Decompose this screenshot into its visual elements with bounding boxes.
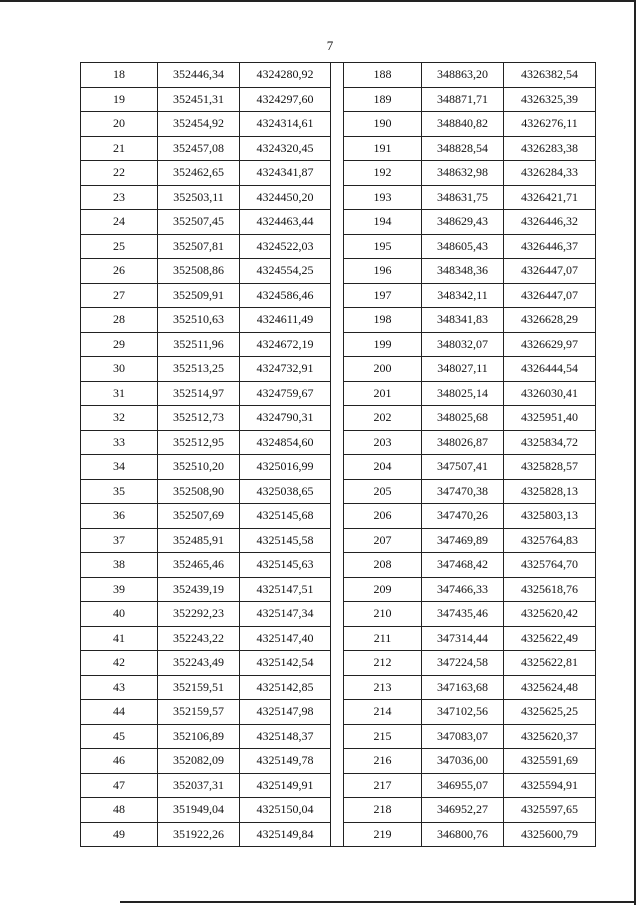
column-gap	[331, 185, 344, 210]
left-y-coordinate-cell: 4324314,61	[240, 112, 331, 137]
right-point-number-cell: 212	[344, 651, 422, 676]
right-point-number-cell: 188	[344, 63, 422, 88]
column-gap	[331, 675, 344, 700]
left-y-coordinate-cell: 4324554,25	[240, 259, 331, 284]
right-x-coordinate-cell: 348025,14	[422, 381, 504, 406]
table-row	[81, 63, 596, 88]
left-x-coordinate-cell: 352292,23	[158, 602, 240, 627]
right-x-coordinate-cell: 348032,07	[422, 332, 504, 357]
left-x-coordinate-cell: 352159,57	[158, 700, 240, 725]
left-y-coordinate-cell: 4325147,98	[240, 700, 331, 725]
column-gap	[331, 700, 344, 725]
left-point-number-cell: 34	[81, 455, 158, 480]
page-number: 7	[326, 38, 334, 53]
column-gap	[331, 259, 344, 284]
left-x-coordinate-cell: 352106,89	[158, 724, 240, 749]
table-row	[81, 504, 596, 529]
right-y-coordinate-cell: 4325618,76	[504, 577, 596, 602]
right-x-coordinate-cell: 348025,68	[422, 406, 504, 431]
column-gap	[331, 283, 344, 308]
left-x-coordinate-cell: 352512,73	[158, 406, 240, 431]
right-y-coordinate-cell: 4325764,83	[504, 528, 596, 553]
left-x-coordinate-cell: 352439,19	[158, 577, 240, 602]
column-gap	[331, 136, 344, 161]
right-point-number-cell: 198	[344, 308, 422, 333]
right-y-coordinate-cell: 4326628,29	[504, 308, 596, 333]
left-y-coordinate-cell: 4324450,20	[240, 185, 331, 210]
right-x-coordinate-cell: 348629,43	[422, 210, 504, 235]
table-row	[81, 602, 596, 627]
right-y-coordinate-cell: 4325828,57	[504, 455, 596, 480]
left-point-number-cell: 21	[81, 136, 158, 161]
left-point-number-cell: 33	[81, 430, 158, 455]
column-gap	[331, 504, 344, 529]
table-row	[81, 675, 596, 700]
table-row	[81, 136, 596, 161]
left-x-coordinate-cell: 352503,11	[158, 185, 240, 210]
left-y-coordinate-cell: 4325149,84	[240, 822, 331, 847]
right-x-coordinate-cell: 347466,33	[422, 577, 504, 602]
right-y-coordinate-cell: 4325622,81	[504, 651, 596, 676]
left-y-coordinate-cell: 4325149,91	[240, 773, 331, 798]
right-point-number-cell: 218	[344, 798, 422, 823]
right-y-coordinate-cell: 4326030,41	[504, 381, 596, 406]
right-x-coordinate-cell: 347507,41	[422, 455, 504, 480]
right-point-number-cell: 193	[344, 185, 422, 210]
right-y-coordinate-cell: 4326382,54	[504, 63, 596, 88]
right-y-coordinate-cell: 4325597,65	[504, 798, 596, 823]
table-row	[81, 357, 596, 382]
left-point-number-cell: 18	[81, 63, 158, 88]
left-y-coordinate-cell: 4324341,87	[240, 161, 331, 186]
table-row	[81, 553, 596, 578]
left-y-coordinate-cell: 4324463,44	[240, 210, 331, 235]
left-y-coordinate-cell: 4324320,45	[240, 136, 331, 161]
right-x-coordinate-cell: 347036,00	[422, 749, 504, 774]
right-y-coordinate-cell: 4325594,91	[504, 773, 596, 798]
right-y-coordinate-cell: 4326447,07	[504, 259, 596, 284]
right-point-number-cell: 195	[344, 234, 422, 259]
right-point-number-cell: 217	[344, 773, 422, 798]
right-x-coordinate-cell: 347435,46	[422, 602, 504, 627]
left-x-coordinate-cell: 352508,86	[158, 259, 240, 284]
table-row	[81, 308, 596, 333]
left-point-number-cell: 23	[81, 185, 158, 210]
right-x-coordinate-cell: 348840,82	[422, 112, 504, 137]
left-x-coordinate-cell: 351922,26	[158, 822, 240, 847]
right-point-number-cell: 213	[344, 675, 422, 700]
right-y-coordinate-cell: 4325828,13	[504, 479, 596, 504]
table-row	[81, 479, 596, 504]
table-row	[81, 700, 596, 725]
left-x-coordinate-cell: 352510,20	[158, 455, 240, 480]
table-row	[81, 822, 596, 847]
left-x-coordinate-cell: 352509,91	[158, 283, 240, 308]
left-point-number-cell: 36	[81, 504, 158, 529]
left-point-number-cell: 19	[81, 87, 158, 112]
left-point-number-cell: 24	[81, 210, 158, 235]
coordinates-table	[80, 62, 596, 847]
right-point-number-cell: 197	[344, 283, 422, 308]
right-point-number-cell: 196	[344, 259, 422, 284]
right-point-number-cell: 192	[344, 161, 422, 186]
right-x-coordinate-cell: 346955,07	[422, 773, 504, 798]
right-y-coordinate-cell: 4325620,37	[504, 724, 596, 749]
left-point-number-cell: 20	[81, 112, 158, 137]
column-gap	[331, 210, 344, 235]
table-row	[81, 87, 596, 112]
left-point-number-cell: 35	[81, 479, 158, 504]
right-y-coordinate-cell: 4326447,07	[504, 283, 596, 308]
column-gap	[331, 112, 344, 137]
left-x-coordinate-cell: 352465,46	[158, 553, 240, 578]
right-y-coordinate-cell: 4325625,25	[504, 700, 596, 725]
column-gap	[331, 626, 344, 651]
right-point-number-cell: 189	[344, 87, 422, 112]
right-point-number-cell: 191	[344, 136, 422, 161]
left-point-number-cell: 45	[81, 724, 158, 749]
right-point-number-cell: 215	[344, 724, 422, 749]
right-y-coordinate-cell: 4325834,72	[504, 430, 596, 455]
right-y-coordinate-cell: 4326284,33	[504, 161, 596, 186]
left-x-coordinate-cell: 352511,96	[158, 332, 240, 357]
left-point-number-cell: 38	[81, 553, 158, 578]
left-y-coordinate-cell: 4325149,78	[240, 749, 331, 774]
left-x-coordinate-cell: 352159,51	[158, 675, 240, 700]
right-x-coordinate-cell: 347468,42	[422, 553, 504, 578]
right-x-coordinate-cell: 347163,68	[422, 675, 504, 700]
right-x-coordinate-cell: 346800,76	[422, 822, 504, 847]
right-point-number-cell: 200	[344, 357, 422, 382]
column-gap	[331, 430, 344, 455]
left-point-number-cell: 30	[81, 357, 158, 382]
left-x-coordinate-cell: 352243,22	[158, 626, 240, 651]
right-x-coordinate-cell: 348828,54	[422, 136, 504, 161]
page-border-top	[0, 0, 634, 2]
page-border-right	[634, 0, 636, 905]
left-y-coordinate-cell: 4324732,91	[240, 357, 331, 382]
left-point-number-cell: 44	[81, 700, 158, 725]
left-point-number-cell: 40	[81, 602, 158, 627]
left-y-coordinate-cell: 4325145,63	[240, 553, 331, 578]
right-y-coordinate-cell: 4326325,39	[504, 87, 596, 112]
left-x-coordinate-cell: 352082,09	[158, 749, 240, 774]
right-point-number-cell: 208	[344, 553, 422, 578]
table-row	[81, 185, 596, 210]
left-x-coordinate-cell: 352451,31	[158, 87, 240, 112]
left-y-coordinate-cell: 4324280,92	[240, 63, 331, 88]
left-x-coordinate-cell: 352510,63	[158, 308, 240, 333]
column-gap	[331, 406, 344, 431]
left-x-coordinate-cell: 352514,97	[158, 381, 240, 406]
right-y-coordinate-cell: 4325620,42	[504, 602, 596, 627]
left-y-coordinate-cell: 4324759,67	[240, 381, 331, 406]
left-point-number-cell: 41	[81, 626, 158, 651]
table-row	[81, 724, 596, 749]
table-row	[81, 210, 596, 235]
right-y-coordinate-cell: 4326446,32	[504, 210, 596, 235]
left-x-coordinate-cell: 352243,49	[158, 651, 240, 676]
right-y-coordinate-cell: 4325591,69	[504, 749, 596, 774]
column-gap	[331, 602, 344, 627]
right-point-number-cell: 207	[344, 528, 422, 553]
table-row	[81, 234, 596, 259]
right-point-number-cell: 202	[344, 406, 422, 431]
right-y-coordinate-cell: 4325803,13	[504, 504, 596, 529]
right-y-coordinate-cell: 4325600,79	[504, 822, 596, 847]
right-point-number-cell: 199	[344, 332, 422, 357]
left-y-coordinate-cell: 4324672,19	[240, 332, 331, 357]
table-row	[81, 283, 596, 308]
table-row	[81, 528, 596, 553]
right-y-coordinate-cell: 4325622,49	[504, 626, 596, 651]
right-point-number-cell: 206	[344, 504, 422, 529]
right-y-coordinate-cell: 4326446,37	[504, 234, 596, 259]
left-x-coordinate-cell: 352037,31	[158, 773, 240, 798]
right-point-number-cell: 216	[344, 749, 422, 774]
left-y-coordinate-cell: 4324522,03	[240, 234, 331, 259]
left-point-number-cell: 37	[81, 528, 158, 553]
right-point-number-cell: 203	[344, 430, 422, 455]
right-x-coordinate-cell: 347224,58	[422, 651, 504, 676]
left-point-number-cell: 48	[81, 798, 158, 823]
right-x-coordinate-cell: 348871,71	[422, 87, 504, 112]
left-x-coordinate-cell: 352485,91	[158, 528, 240, 553]
right-y-coordinate-cell: 4325764,70	[504, 553, 596, 578]
column-gap	[331, 479, 344, 504]
column-gap	[331, 234, 344, 259]
table-row	[81, 626, 596, 651]
right-x-coordinate-cell: 348026,87	[422, 430, 504, 455]
right-x-coordinate-cell: 346952,27	[422, 798, 504, 823]
left-y-coordinate-cell: 4324854,60	[240, 430, 331, 455]
right-y-coordinate-cell: 4326421,71	[504, 185, 596, 210]
right-point-number-cell: 190	[344, 112, 422, 137]
left-x-coordinate-cell: 352507,69	[158, 504, 240, 529]
column-gap	[331, 553, 344, 578]
right-x-coordinate-cell: 348605,43	[422, 234, 504, 259]
column-gap	[331, 577, 344, 602]
right-point-number-cell: 211	[344, 626, 422, 651]
left-point-number-cell: 26	[81, 259, 158, 284]
column-gap	[331, 63, 344, 88]
left-y-coordinate-cell: 4325142,85	[240, 675, 331, 700]
table-row	[81, 651, 596, 676]
table-row	[81, 381, 596, 406]
column-gap	[331, 724, 344, 749]
left-point-number-cell: 29	[81, 332, 158, 357]
left-x-coordinate-cell: 352507,45	[158, 210, 240, 235]
left-x-coordinate-cell: 352457,08	[158, 136, 240, 161]
right-y-coordinate-cell: 4326444,54	[504, 357, 596, 382]
left-point-number-cell: 27	[81, 283, 158, 308]
column-gap	[331, 87, 344, 112]
column-gap	[331, 308, 344, 333]
column-gap	[331, 332, 344, 357]
left-point-number-cell: 32	[81, 406, 158, 431]
column-gap	[331, 381, 344, 406]
table-row	[81, 406, 596, 431]
right-x-coordinate-cell: 348632,98	[422, 161, 504, 186]
left-y-coordinate-cell: 4324297,60	[240, 87, 331, 112]
left-y-coordinate-cell: 4325145,58	[240, 528, 331, 553]
table-row	[81, 430, 596, 455]
right-x-coordinate-cell: 348341,83	[422, 308, 504, 333]
table-row	[81, 112, 596, 137]
column-gap	[331, 455, 344, 480]
page-border-bottom	[120, 901, 636, 903]
right-x-coordinate-cell: 348348,36	[422, 259, 504, 284]
right-point-number-cell: 201	[344, 381, 422, 406]
right-point-number-cell: 204	[344, 455, 422, 480]
left-point-number-cell: 28	[81, 308, 158, 333]
table-row	[81, 749, 596, 774]
left-x-coordinate-cell: 352454,92	[158, 112, 240, 137]
right-x-coordinate-cell: 347470,26	[422, 504, 504, 529]
right-y-coordinate-cell: 4326276,11	[504, 112, 596, 137]
column-gap	[331, 798, 344, 823]
table-row	[81, 773, 596, 798]
left-point-number-cell: 22	[81, 161, 158, 186]
left-y-coordinate-cell: 4325148,37	[240, 724, 331, 749]
left-y-coordinate-cell: 4325145,68	[240, 504, 331, 529]
left-point-number-cell: 25	[81, 234, 158, 259]
left-y-coordinate-cell: 4325147,40	[240, 626, 331, 651]
table-row	[81, 332, 596, 357]
left-y-coordinate-cell: 4324586,46	[240, 283, 331, 308]
right-y-coordinate-cell: 4326629,97	[504, 332, 596, 357]
left-y-coordinate-cell: 4325016,99	[240, 455, 331, 480]
table-row	[81, 577, 596, 602]
left-point-number-cell: 49	[81, 822, 158, 847]
right-x-coordinate-cell: 348027,11	[422, 357, 504, 382]
column-gap	[331, 161, 344, 186]
column-gap	[331, 357, 344, 382]
left-y-coordinate-cell: 4324790,31	[240, 406, 331, 431]
right-x-coordinate-cell: 348342,11	[422, 283, 504, 308]
right-x-coordinate-cell: 347102,56	[422, 700, 504, 725]
right-point-number-cell: 205	[344, 479, 422, 504]
left-y-coordinate-cell: 4325038,65	[240, 479, 331, 504]
right-y-coordinate-cell: 4325624,48	[504, 675, 596, 700]
left-y-coordinate-cell: 4324611,49	[240, 308, 331, 333]
table-row	[81, 161, 596, 186]
right-x-coordinate-cell: 348863,20	[422, 63, 504, 88]
column-gap	[331, 822, 344, 847]
right-x-coordinate-cell: 347083,07	[422, 724, 504, 749]
left-x-coordinate-cell: 351949,04	[158, 798, 240, 823]
right-x-coordinate-cell: 347469,89	[422, 528, 504, 553]
left-point-number-cell: 31	[81, 381, 158, 406]
column-gap	[331, 773, 344, 798]
left-point-number-cell: 46	[81, 749, 158, 774]
left-point-number-cell: 39	[81, 577, 158, 602]
right-point-number-cell: 194	[344, 210, 422, 235]
left-point-number-cell: 43	[81, 675, 158, 700]
table-row	[81, 798, 596, 823]
right-x-coordinate-cell: 347314,44	[422, 626, 504, 651]
left-y-coordinate-cell: 4325147,51	[240, 577, 331, 602]
left-x-coordinate-cell: 352507,81	[158, 234, 240, 259]
table-row	[81, 259, 596, 284]
right-point-number-cell: 210	[344, 602, 422, 627]
right-x-coordinate-cell: 347470,38	[422, 479, 504, 504]
left-point-number-cell: 47	[81, 773, 158, 798]
right-point-number-cell: 214	[344, 700, 422, 725]
right-y-coordinate-cell: 4326283,38	[504, 136, 596, 161]
left-x-coordinate-cell: 352508,90	[158, 479, 240, 504]
table-row	[81, 455, 596, 480]
left-y-coordinate-cell: 4325142,54	[240, 651, 331, 676]
table-body	[81, 63, 596, 847]
left-x-coordinate-cell: 352446,34	[158, 63, 240, 88]
left-x-coordinate-cell: 352512,95	[158, 430, 240, 455]
right-point-number-cell: 209	[344, 577, 422, 602]
column-gap	[331, 528, 344, 553]
right-point-number-cell: 219	[344, 822, 422, 847]
left-point-number-cell: 42	[81, 651, 158, 676]
right-y-coordinate-cell: 4325951,40	[504, 406, 596, 431]
column-gap	[331, 749, 344, 774]
left-x-coordinate-cell: 352462,65	[158, 161, 240, 186]
column-gap	[331, 651, 344, 676]
left-y-coordinate-cell: 4325150,04	[240, 798, 331, 823]
left-y-coordinate-cell: 4325147,34	[240, 602, 331, 627]
right-x-coordinate-cell: 348631,75	[422, 185, 504, 210]
left-x-coordinate-cell: 352513,25	[158, 357, 240, 382]
